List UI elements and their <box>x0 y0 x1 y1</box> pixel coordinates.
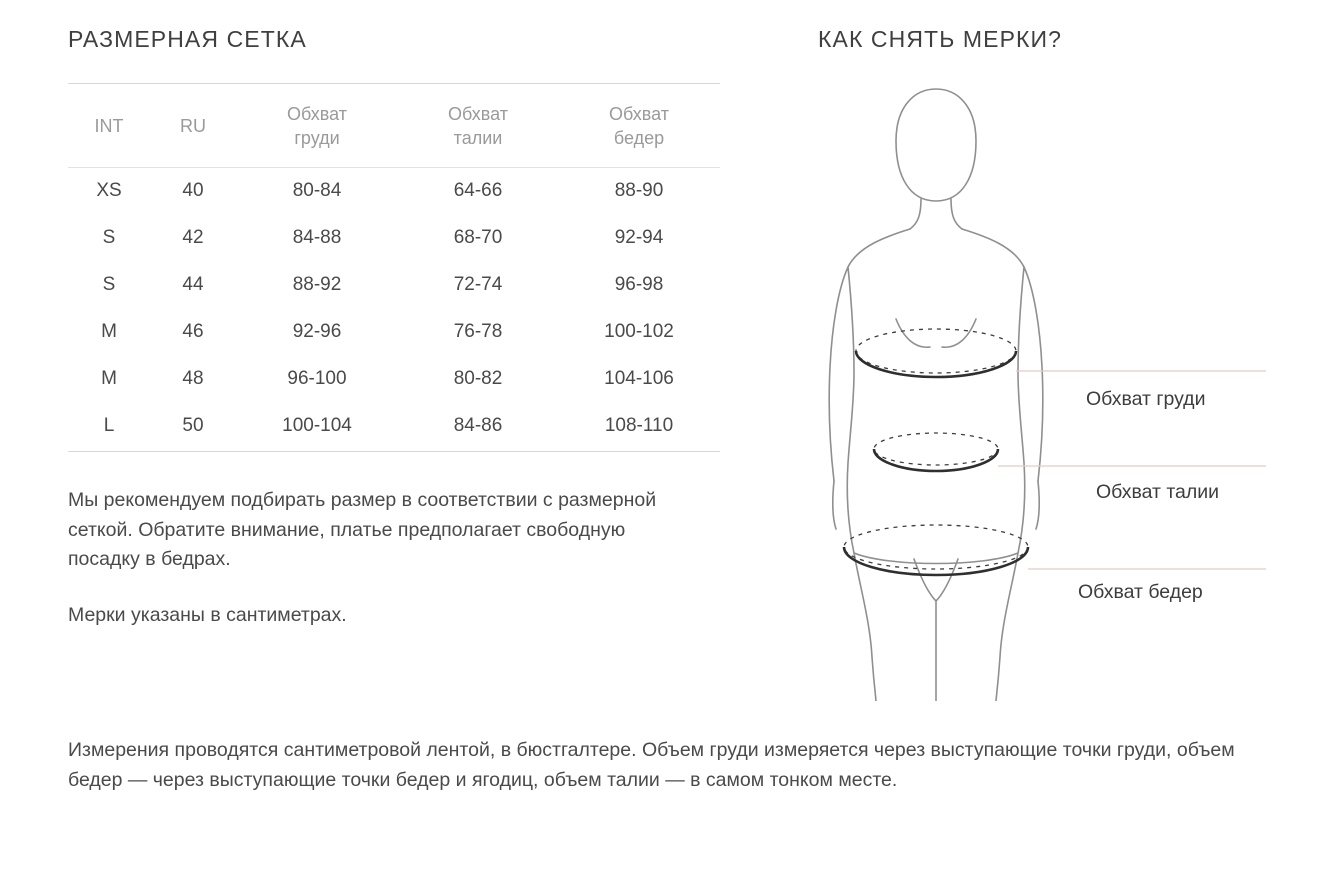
cell-int: S <box>102 274 116 296</box>
column-header-chest-line2: груди <box>294 128 340 149</box>
size-chart-table <box>68 83 720 452</box>
cell-ru: 48 <box>182 368 204 390</box>
measurement-figure <box>818 81 1288 701</box>
callout-chest-label: Обхват груди <box>1086 388 1206 410</box>
table-row <box>68 167 720 215</box>
column-header-chest-line1: Обхват <box>287 104 347 124</box>
cell-chest: 96-100 <box>287 368 347 390</box>
callout-waist-label: Обхват талии <box>1096 481 1220 503</box>
cell-int: L <box>103 415 115 437</box>
callout-hips-label: Обхват бедер <box>1078 581 1203 603</box>
cell-chest: 88-92 <box>292 274 342 296</box>
column-header-hips <box>558 84 720 168</box>
measurement-instructions-text: Измерения проводятся сантиметровой лентой, в бюстгалтере. Объем груди измеряется через выступающие точки груди, объем бедер — через выступающие точки бедер и ягодиц, объем талии — в самом тонком месте. <box>68 739 1235 792</box>
cell-ru: 44 <box>182 274 204 296</box>
cell-hips: 104-106 <box>604 368 674 390</box>
column-header-waist <box>398 84 558 168</box>
table-row <box>68 309 720 356</box>
size-chart-section <box>68 0 728 631</box>
cell-waist: 84-86 <box>453 415 503 437</box>
column-header-ru-line1: RU <box>180 116 206 137</box>
column-header-hips-line2: бедер <box>613 128 665 149</box>
cell-waist: 72-74 <box>453 274 503 296</box>
column-header-int-line1: INT <box>94 116 124 137</box>
cell-ru: 40 <box>182 180 204 202</box>
measurement-instructions <box>68 735 1258 795</box>
table-header <box>68 84 720 168</box>
size-notes <box>68 486 668 631</box>
cell-int: XS <box>96 180 122 202</box>
column-header-ru <box>150 84 236 168</box>
column-header-waist-line2: талии <box>453 128 503 149</box>
cell-int: S <box>102 227 116 249</box>
cell-chest: 84-88 <box>292 227 342 249</box>
cell-ru: 50 <box>182 415 204 437</box>
table-row <box>68 262 720 309</box>
cell-hips: 96-98 <box>614 274 664 296</box>
column-header-hips-line1: Обхват <box>609 104 669 124</box>
chest-measure-band <box>856 329 1016 377</box>
note-recommendation: Мы рекомендуем подбирать размер в соответствии с размерной сеткой. Обратите внимание, платье предполагает свободную посадку в бедрах. <box>68 489 657 571</box>
cell-int: M <box>101 321 117 343</box>
waist-measure-band <box>874 433 998 471</box>
cell-hips: 100-102 <box>604 321 674 343</box>
cell-waist: 80-82 <box>453 368 503 390</box>
cell-waist: 64-66 <box>453 180 503 202</box>
cell-hips: 92-94 <box>614 227 664 249</box>
table-row <box>68 215 720 262</box>
cell-chest: 92-96 <box>292 321 342 343</box>
table-body <box>68 167 720 452</box>
column-header-chest <box>236 84 398 168</box>
cell-hips: 88-90 <box>614 180 664 202</box>
table-row <box>68 356 720 403</box>
cell-waist: 76-78 <box>453 321 503 343</box>
table-header-row <box>68 84 720 168</box>
cell-hips: 108-110 <box>604 415 674 437</box>
hips-measure-band <box>844 525 1028 575</box>
cell-waist: 68-70 <box>453 227 503 249</box>
cell-chest: 80-84 <box>292 180 342 202</box>
table-row <box>68 403 720 452</box>
cell-int: M <box>101 368 117 390</box>
cell-ru: 42 <box>182 227 204 249</box>
cell-chest: 100-104 <box>282 415 352 437</box>
column-header-waist-line1: Обхват <box>448 104 508 124</box>
note-units: Мерки указаны в сантиметрах. <box>68 603 347 626</box>
cell-ru: 46 <box>182 321 204 343</box>
size-chart-title: РАЗМЕРНАЯ СЕТКА <box>68 26 307 52</box>
column-header-int <box>68 84 150 168</box>
how-to-measure-section <box>818 0 1298 701</box>
how-to-measure-title: КАК СНЯТЬ МЕРКИ? <box>818 26 1063 52</box>
body-outline-illustration <box>818 81 1288 701</box>
